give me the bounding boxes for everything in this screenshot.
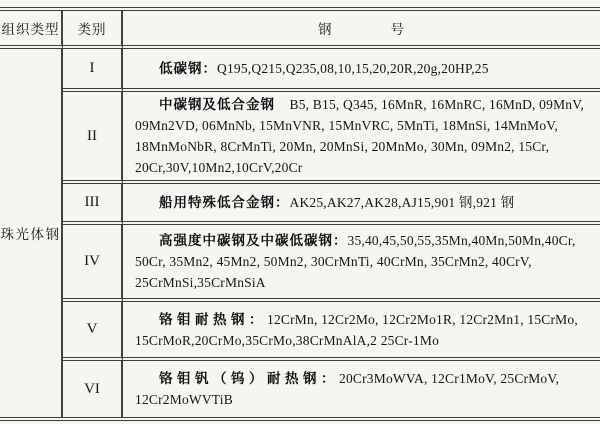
steel-grade-line: 15CrMoR,20CrMo,35CrMo,38CrMnAlA,2 25Cr-1Mo — [135, 332, 440, 348]
steel-grades-cell-ii — [123, 92, 600, 184]
header-steel-grade: 钢 号 — [123, 11, 600, 49]
category-cell-i: I — [63, 49, 123, 92]
steel-grades-cell-iv — [123, 225, 600, 302]
steel-class-title: 铬钼耐热钢： — [159, 311, 267, 327]
steel-grade-line — [135, 368, 596, 389]
steel-grade-line: 25CrMnSi,35CrMnSiA — [135, 275, 266, 290]
group-label-pearlite-steel: 珠光体钢 — [0, 49, 63, 417]
category-cell-iii: III — [63, 184, 123, 225]
header-category: 类别 — [63, 11, 123, 49]
steel-grade-line: 50Cr, 35Mn2, 45Mn2, 50Mn2, 30CrMnTi, 40CrMn, 35CrMn2, 40CrV, — [135, 254, 532, 269]
steel-grade-list: B5, B15, Q345, 16MnR, 16MnRC, 16MnD, 09MnV, — [289, 97, 585, 112]
category-cell-ii: II — [63, 92, 123, 184]
steel-grade-line: 09Mn2VD, 06MnNb, 15MnVNR, 15MnVRC, 5MnTi, 18MnSi, 14MnMoV, — [135, 118, 559, 133]
steel-grade-list: Q195,Q215,Q235,08,10,15,20,20R,20g,20HP,25 — [217, 61, 489, 76]
steel-class-title: 船用特殊低合金钢： — [159, 195, 290, 210]
category-cell-iv: IV — [63, 225, 123, 302]
header-organization-type: 组织类型 — [0, 11, 63, 49]
steel-grades-cell-vi — [123, 361, 600, 417]
steel-grades-cell-iii — [123, 184, 600, 225]
steel-grade-line: 12Cr2MoWVTiB — [135, 392, 233, 407]
steel-grade-line — [135, 192, 596, 213]
steel-grade-list: 35,40,45,50,55,35Mn,40Mn,50Mn,40Cr, — [347, 233, 576, 248]
steel-grade-line — [135, 230, 596, 251]
steel-grade-line — [135, 309, 596, 330]
steel-grades-table — [0, 7, 600, 421]
steel-grade-line — [135, 94, 596, 115]
steel-grades-cell-v — [123, 302, 600, 361]
steel-grade-list: 20Cr3MoWVA, 12Cr1MoV, 25CrMoV, — [339, 371, 560, 386]
steel-grade-line — [135, 58, 596, 79]
scanned-document-page — [0, 7, 600, 424]
steel-class-title: 铬钼钒（钨）耐热钢： — [159, 371, 339, 386]
steel-grades-cell-i — [123, 49, 600, 92]
steel-class-title: 高强度中碳钢及中碳低碳钢： — [159, 233, 348, 248]
steel-grade-line: 20Cr,30V,10Mn2,10CrV,20Cr — [135, 160, 303, 175]
category-cell-vi: VI — [63, 361, 123, 417]
steel-grade-line: 18MnMoNbR, 8CrMnTi, 20Mn, 20MnSi, 20MnMo, 30Mn, 09Mn2, 15Cr, — [135, 139, 550, 154]
category-cell-v: V — [63, 302, 123, 361]
steel-class-title: 低碳钢： — [159, 61, 217, 76]
steel-grade-list: 12CrMn, 12Cr2Mo, 12Cr2Mo1R, 12Cr2Mn1, 15CrMo, — [267, 311, 578, 327]
steel-class-title: 中碳钢及低合金钢 — [159, 97, 290, 112]
steel-grade-list: AK25,AK27,AK28,AJ15,901 钢,921 钢 — [289, 195, 515, 210]
